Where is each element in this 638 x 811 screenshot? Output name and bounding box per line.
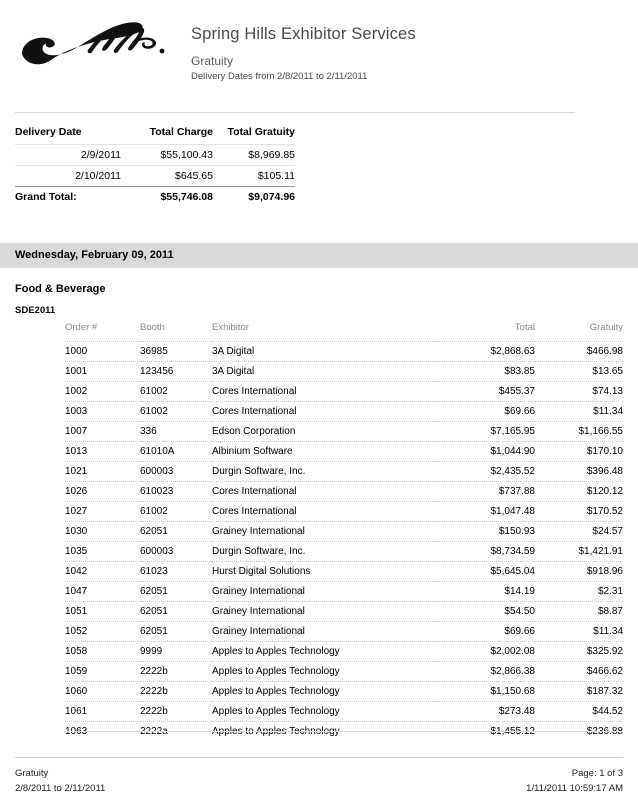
- cell-booth: 123456: [140, 362, 212, 382]
- cell-exhibitor: 3A Digital: [212, 362, 437, 382]
- cell-gratuity: $8.87: [535, 602, 623, 622]
- cell-booth: 336: [140, 422, 212, 442]
- table-row: [65, 442, 623, 462]
- cell-total: $5,645.04: [437, 562, 535, 582]
- table-row: [65, 482, 623, 502]
- table-row: [65, 362, 623, 382]
- report-name: Gratuity: [191, 54, 234, 68]
- cell-total: $1,150.68: [437, 682, 535, 702]
- cell-order: 1030: [65, 522, 140, 542]
- cell-order: 1042: [65, 562, 140, 582]
- cell-gratuity: $170.52: [535, 502, 623, 522]
- summary-cell-date: 2/10/2011: [15, 166, 121, 187]
- cell-gratuity: $120.12: [535, 482, 623, 502]
- summary-cell-gratuity: $8,969.85: [213, 145, 295, 166]
- cell-order: 1035: [65, 542, 140, 562]
- cell-gratuity: $466.98: [535, 342, 623, 362]
- cell-booth: 600003: [140, 542, 212, 562]
- cell-exhibitor: Cores International: [212, 402, 437, 422]
- report-header: [0, 0, 638, 98]
- summary-grand-total-row: [15, 187, 295, 208]
- detail-col-total: Total: [514, 322, 535, 333]
- cell-order: 1003: [65, 402, 140, 422]
- footer-row-top: [15, 766, 623, 781]
- summary-col-total-gratuity: Total Gratuity: [227, 126, 295, 138]
- cell-exhibitor: Hurst Digital Solutions: [212, 562, 437, 582]
- cell-total: $1,047.48: [437, 502, 535, 522]
- cell-order: 1021: [65, 462, 140, 482]
- cell-total: $273.48: [437, 702, 535, 722]
- cell-gratuity: $466.62: [535, 662, 623, 682]
- table-row: [65, 402, 623, 422]
- cell-total: $69.66: [437, 622, 535, 642]
- cell-gratuity: $11.34: [535, 402, 623, 422]
- cell-exhibitor: Cores International: [212, 382, 437, 402]
- cell-booth: 62051: [140, 522, 212, 542]
- section-category-label: Food & Beverage: [15, 283, 106, 295]
- cell-order: 1002: [65, 382, 140, 402]
- cell-order: 1013: [65, 442, 140, 462]
- cell-booth: 2222b: [140, 662, 212, 682]
- cell-booth: 61002: [140, 402, 212, 422]
- table-row: [65, 562, 623, 582]
- grand-total-label: Grand Total:: [15, 187, 121, 208]
- summary-cell-charge: $645.65: [121, 166, 213, 187]
- grand-total-charge: $55,746.08: [121, 187, 213, 208]
- cell-booth: 61010A: [140, 442, 212, 462]
- summary-table: [15, 126, 295, 207]
- cell-gratuity: $1,166.55: [535, 422, 623, 442]
- cell-total: $1,044.90: [437, 442, 535, 462]
- cell-total: $2,866.38: [437, 662, 535, 682]
- section-show-code: SDE2011: [15, 305, 56, 316]
- cell-gratuity: $396.48: [535, 462, 623, 482]
- cell-total: $455.37: [437, 382, 535, 402]
- summary-header-row: [15, 126, 295, 145]
- footer-row-bottom: [15, 781, 623, 796]
- cell-booth: 62051: [140, 622, 212, 642]
- detail-table-body: [65, 342, 623, 742]
- cell-order: 1027: [65, 502, 140, 522]
- footer-print-timestamp: 1/11/2011 10:59:17 AM: [526, 783, 623, 794]
- company-script-wave-logo: [14, 16, 174, 72]
- header-divider: [15, 112, 575, 113]
- detail-table-bottom-divider: [65, 731, 623, 732]
- summary-row: [15, 166, 295, 187]
- cell-order: 1060: [65, 682, 140, 702]
- cell-gratuity: $74.13: [535, 382, 623, 402]
- cell-order: 1026: [65, 482, 140, 502]
- cell-exhibitor: Apples to Apples Technology: [212, 682, 437, 702]
- cell-total: $2,868.63: [437, 342, 535, 362]
- cell-exhibitor: Durgin Software, Inc.: [212, 462, 437, 482]
- cell-exhibitor: Apples to Apples Technology: [212, 662, 437, 682]
- cell-gratuity: $170.10: [535, 442, 623, 462]
- cell-booth: 36985: [140, 342, 212, 362]
- cell-booth: 61002: [140, 502, 212, 522]
- cell-gratuity: $24.57: [535, 522, 623, 542]
- table-row: [65, 702, 623, 722]
- table-row: [65, 382, 623, 402]
- detail-col-exhibitor: Exhibitor: [212, 322, 249, 333]
- cell-order: 1051: [65, 602, 140, 622]
- table-row: [65, 462, 623, 482]
- table-row: [65, 622, 623, 642]
- cell-gratuity: $44.52: [535, 702, 623, 722]
- table-row: [65, 342, 623, 362]
- grand-total-gratuity: $9,074.96: [213, 187, 295, 208]
- cell-total: $2,002.08: [437, 642, 535, 662]
- detail-col-gratuity: Gratuity: [589, 322, 623, 333]
- cell-booth: 61002: [140, 382, 212, 402]
- summary-cell-charge: $55,100.43: [121, 145, 213, 166]
- cell-order: 1001: [65, 362, 140, 382]
- cell-booth: 2222b: [140, 702, 212, 722]
- cell-total: $7,165.95: [437, 422, 535, 442]
- footer-report-name: Gratuity: [15, 768, 49, 779]
- cell-total: $69.66: [437, 402, 535, 422]
- cell-total: $150.93: [437, 522, 535, 542]
- company-name: Spring Hills Exhibitor Services: [191, 25, 416, 43]
- cell-gratuity: $2.31: [535, 582, 623, 602]
- table-row: [65, 522, 623, 542]
- detail-col-order: Order #: [65, 322, 98, 333]
- section-date-band: [0, 243, 638, 268]
- summary-col-delivery-date: Delivery Date: [15, 126, 82, 138]
- cell-booth: 610023: [140, 482, 212, 502]
- cell-gratuity: $918.96: [535, 562, 623, 582]
- cell-order: 1058: [65, 642, 140, 662]
- table-row: [65, 502, 623, 522]
- cell-exhibitor: Cores International: [212, 502, 437, 522]
- cell-total: $2,435.52: [437, 462, 535, 482]
- cell-booth: 62051: [140, 602, 212, 622]
- cell-order: 1052: [65, 622, 140, 642]
- cell-order: 1047: [65, 582, 140, 602]
- footer-date-range: 2/8/2011 to 2/11/2011: [15, 783, 106, 794]
- cell-exhibitor: Albinium Software: [212, 442, 437, 462]
- cell-order: 1059: [65, 662, 140, 682]
- cell-exhibitor: Grainey International: [212, 622, 437, 642]
- table-row: [65, 642, 623, 662]
- cell-gratuity: $325.92: [535, 642, 623, 662]
- table-row: [65, 682, 623, 702]
- cell-booth: 61023: [140, 562, 212, 582]
- cell-exhibitor: Apples to Apples Technology: [212, 642, 437, 662]
- cell-exhibitor: Edson Corporation: [212, 422, 437, 442]
- header-text-block: [191, 24, 416, 83]
- table-row: [65, 542, 623, 562]
- footer-page-number: Page: 1 of 3: [571, 768, 623, 779]
- cell-total: $54.50: [437, 602, 535, 622]
- cell-exhibitor: 3A Digital: [212, 342, 437, 362]
- table-row: [65, 662, 623, 682]
- cell-booth: 600003: [140, 462, 212, 482]
- cell-total: $737.88: [437, 482, 535, 502]
- cell-order: 1007: [65, 422, 140, 442]
- summary-cell-gratuity: $105.11: [213, 166, 295, 187]
- cell-exhibitor: Apples to Apples Technology: [212, 702, 437, 722]
- summary-cell-date: 2/9/2011: [15, 145, 121, 166]
- cell-order: 1000: [65, 342, 140, 362]
- summary-row: [15, 145, 295, 166]
- summary-col-total-charge: Total Charge: [149, 126, 213, 138]
- detail-col-booth: Booth: [140, 322, 165, 333]
- cell-total: $14.19: [437, 582, 535, 602]
- page-footer: [15, 766, 623, 796]
- section-date-heading: Wednesday, February 09, 2011: [15, 249, 174, 261]
- table-row: [65, 422, 623, 442]
- table-row: [65, 602, 623, 622]
- cell-booth: 2222b: [140, 682, 212, 702]
- cell-total: $83.85: [437, 362, 535, 382]
- cell-exhibitor: Durgin Software, Inc.: [212, 542, 437, 562]
- cell-gratuity: $13.65: [535, 362, 623, 382]
- detail-header-row: [65, 322, 623, 342]
- cell-gratuity: $11.34: [535, 622, 623, 642]
- footer-divider: [15, 757, 623, 758]
- cell-gratuity: $187.32: [535, 682, 623, 702]
- cell-gratuity: $1,421.91: [535, 542, 623, 562]
- cell-exhibitor: Grainey International: [212, 602, 437, 622]
- table-row: [65, 582, 623, 602]
- cell-exhibitor: Cores International: [212, 482, 437, 502]
- cell-exhibitor: Grainey International: [212, 522, 437, 542]
- cell-exhibitor: Grainey International: [212, 582, 437, 602]
- cell-order: 1061: [65, 702, 140, 722]
- cell-booth: 9999: [140, 642, 212, 662]
- detail-table: [65, 322, 623, 741]
- cell-total: $8,734.59: [437, 542, 535, 562]
- cell-booth: 62051: [140, 582, 212, 602]
- report-date-range: Delivery Dates from 2/8/2011 to 2/11/2011: [191, 71, 368, 82]
